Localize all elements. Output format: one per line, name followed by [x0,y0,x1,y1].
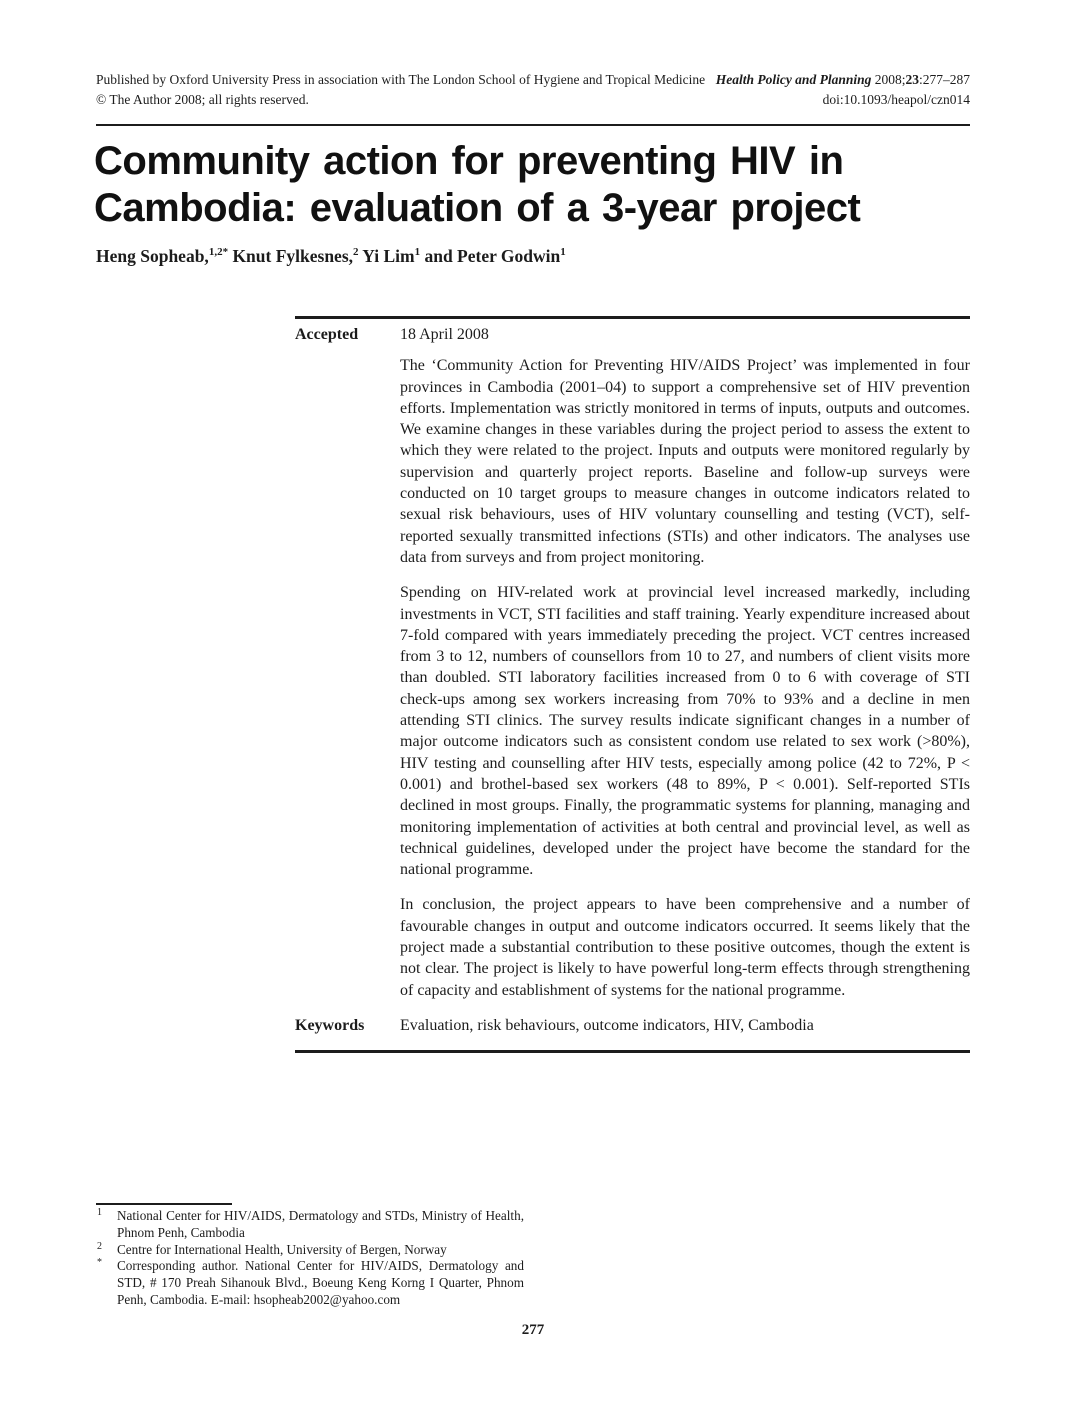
doi-line: doi:10.1093/heapol/czn014 [822,92,970,107]
accepted-date: 18 April 2008 [400,326,489,343]
author: Heng Sopheab,$^{1,2*}$ [96,246,229,266]
footnote-affiliation-2 [96,1242,524,1259]
abstract-paragraphs [400,355,970,1001]
keywords-label: Keywords [295,1016,365,1034]
journal-name: Health Policy and Planning [715,72,872,87]
footnote-corresponding-author [96,1258,524,1308]
footnote-affiliation-1 [96,1208,524,1242]
accepted-row [295,324,970,345]
author: Knut Fylkesnes,$^2$ [228,246,359,266]
citation-pages: :277–287 [918,72,970,87]
publisher-block [96,70,705,110]
author-affiliation-sup: 1 [560,246,566,258]
author: Yi Lim$^1$ [358,246,421,266]
abstract-paragraph: Spending on HIV-related work at provincial level increased markedly, including investments in VCT, STI facilities and staff training. Yearly expenditure increased about 7-fold compared with years immediately preceding the project. VCT centres increased from 3 to 12, numbers of counsellors from 10 to 27, and numbers of client visits more than doubled. STI laboratory facilities increased from 0 to 6 with coverage of STI check-ups among sex workers increasing from 70% to 93% and a decline in men attending STI clinics. The survey results indicate significant changes in a number of major outcome indicators such as consistent condom use related to sex work (>80%), HIV testing and counselling after HIV tests, especially among police (42 to 72%, P < 0.001) and brothel-based sex workers (48 to 89%, P < 0.001). Self-reported STIs declined in most groups. Finally, the programmatic systems for planning, managing and monitoring implementation of activities at both central and provincial level, as well as technical guidelines, developed under the project have become the standard for the national programme. [400,584,970,879]
footnote-text: Centre for International Health, University of Bergen, Norway [117,1241,447,1257]
abstract-paragraph: In conclusion, the project appears to have been comprehensive and a number of favourable changes in output and outcome indicators occurred. It seems likely that the project made a substantial contribution to these positive outcomes, though the extent is not clear. The project is likely to have powerful long-term effects through strengthening of capacity and establishment of systems for the national programme. [400,896,970,999]
abstract-block [295,316,970,1053]
accepted-label: Accepted [295,326,359,343]
page-header [96,70,970,110]
footnote-marker: * [97,1257,102,1269]
author-affiliation-sup: 1 [414,246,421,258]
abstract-paragraph: The ‘Community Action for Preventing HIV/AIDS Project’ was implemented in four provinces in Cambodia (2001–04) to support a comprehensive set of HIV prevention efforts. Implementation was strictly monitored in terms of inputs, outputs and outcomes. We examine changes in these variables during the project period to assess the extent to which they were related to the project. Inputs and outputs were monitored regularly by supervision and quarterly project reports. Baseline and follow-up surveys were conducted on 10 target groups to measure changes in outcome indicators related to sexual risk behaviours, uses of HIV voluntary counselling and testing (VCT), self-reported sexually transmitted infections (STIs) and other indicators. The analyses use data from surveys and from project monitoring. [400,357,970,566]
page-number: 277 [521,1322,545,1338]
footnotes [96,1208,524,1309]
citation-volume: 23 [905,72,919,87]
footnote-text: Corresponding author. National Center for HIV/AIDS, Dermatology and STD, # 170 Preah Sihanouk Blvd., Boeung Keng Korng I Quarter, Phnom Penh, Cambodia. E-mail: hsopheab2002@yahoo.com [117,1258,524,1307]
keywords-row [295,1015,970,1036]
footnote-marker: 1 [97,1207,102,1218]
article-title: Community action for preventing HIV in Cambodia: evaluation of a 3-year project [94,139,861,230]
author: and Peter Godwin$^1$ [420,246,566,266]
footnote-marker: 2 [97,1240,102,1252]
keywords-list: Evaluation, risk behaviours, outcome indicators, HIV, Cambodia [400,1016,814,1034]
citation-year: 2008; [874,72,906,87]
footnote-divider [96,1203,232,1205]
citation-block [716,70,970,110]
author-affiliation-sup: 1,2* [208,246,229,258]
author-affiliation-sup: 2 [353,246,359,258]
author-line [96,246,970,267]
footnote-text: National Center for HIV/AIDS, Dermatology and STDs, Ministry of Health, Phnom Penh, Cambodia [117,1208,524,1240]
journal-citation-line [716,70,970,90]
publisher-line: Published by Oxford University Press in association with The London School of Hygiene and Tropical Medicine [96,72,706,87]
copyright-line: © The Author 2008; all rights reserved. [96,92,309,107]
header-divider [96,124,970,126]
